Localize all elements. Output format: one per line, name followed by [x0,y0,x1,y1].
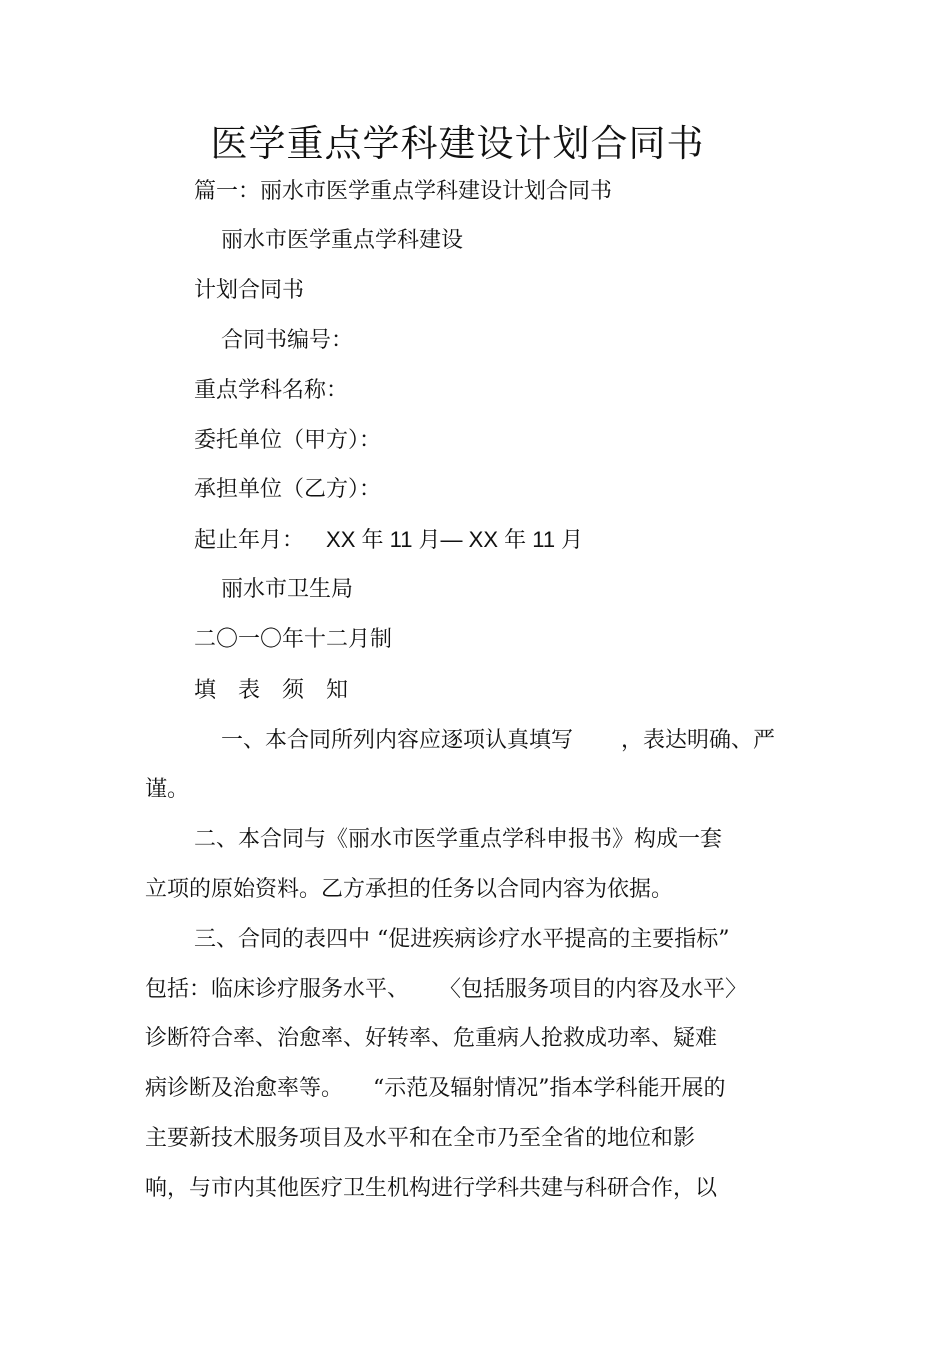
cover-line-2: 计划合同书 [194,278,305,303]
note-1-line-1 [221,725,775,757]
note-3-line-3: 诊断符合率、治愈率、好转率、危重病人抢救成功率、疑难 [145,1026,718,1051]
cover-line-1: 丽水市医学重点学科建设 [221,228,464,253]
period-line [194,524,583,557]
note-3-line-5: 主要新技术服务项目及水平和在全市乃至全省的地位和影 [145,1126,696,1151]
discipline-name-label: 重点学科名称： [194,378,349,403]
note-3-text-b2: 〈包括服务项目的内容及水平〉 [439,977,748,1002]
notes-heading: 填表须知 [194,678,371,703]
document-title: 医学重点学科建设计划合同书 [210,122,705,165]
note-2-line-1: 二、本合同与《丽水市医学重点学科申报书》构成一套 [194,827,723,852]
party-a-label: 委托单位（甲方）： [194,428,382,453]
note-3-line-1: 三、合同的表四中 “促进疾病诊疗水平提高的主要指标” [194,927,730,952]
section-heading: 篇一：丽水市医学重点学科建设计划合同书 [194,179,613,204]
note-3-text-b1: 包括：临床诊疗服务水平、 [145,977,410,1002]
note-3-text-d2: “示范及辐射情况”指本学科能开展的 [373,1076,726,1101]
note-3-line-2 [145,974,747,1006]
note-3-line-6: 响，与市内其他医疗卫生机构进行学科共建与科研合作，以 [145,1176,718,1201]
period-label: 起止年月： [194,528,305,553]
note-1-text-a: 一、本合同所列内容应逐项认真填写 [221,728,574,753]
issue-date: 二〇一〇年十二月制 [194,627,393,652]
party-b-label: 承担单位（乙方）： [194,477,382,502]
contract-number-label: 合同书编号： [221,328,354,353]
note-1-text-b: ，表达明确、严 [621,728,776,753]
note-3-line-4 [145,1073,726,1105]
note-2-line-2: 立项的原始资料。乙方承担的任务以合同内容为依据。 [145,877,674,902]
issuer: 丽水市卫生局 [221,577,354,602]
note-1-line-2: 谨。 [145,777,190,802]
period-value: XX 年 11 月— XX 年 11 月 [326,527,584,552]
note-3-text-d1: 病诊断及治愈率等。 [145,1076,344,1101]
